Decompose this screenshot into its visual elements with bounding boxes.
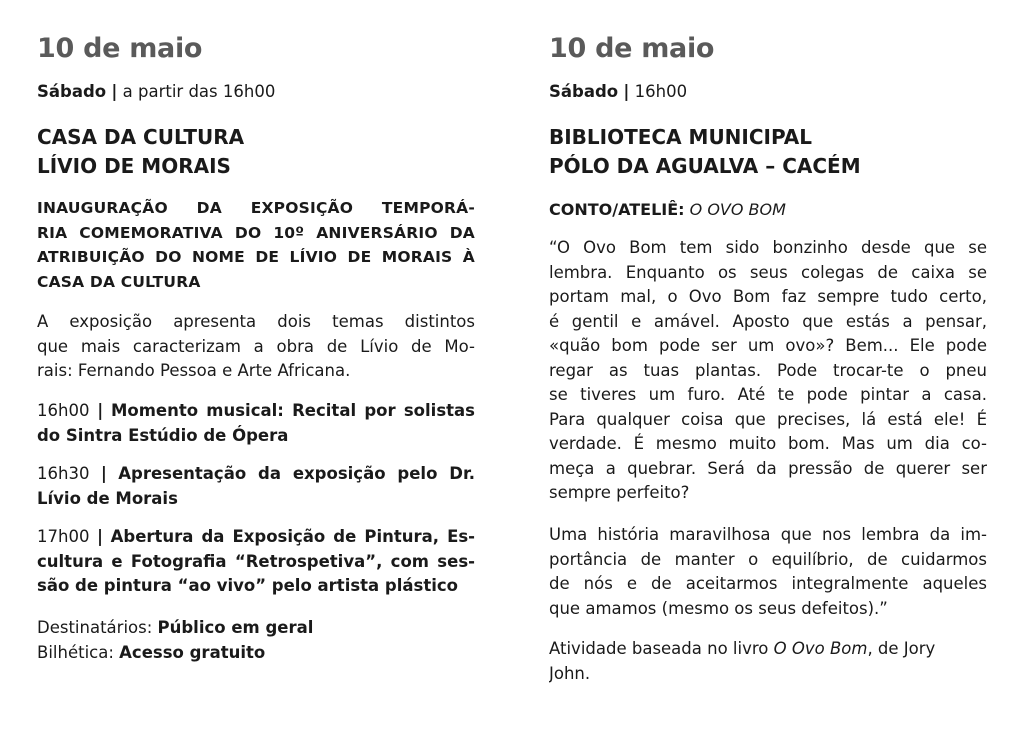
description-line: que mais caracterizam a obra de Lívio de Mo- xyxy=(37,336,475,356)
quote-line: “O Ovo Bom tem sido bonzinho desde que se xyxy=(549,238,987,257)
separator: | xyxy=(111,82,118,101)
quote-line: sempre perfeito? xyxy=(549,483,690,502)
quote-line: Para qualquer coisa que precises, lá está ele! É xyxy=(549,409,987,429)
activity-label: CONTO/ATELIÊ: xyxy=(549,200,685,219)
exhibition-description xyxy=(37,310,475,384)
summary-line: portância de manter o equilíbrio, de cuidarmos xyxy=(549,549,987,569)
venue-line: PÓLO DA AGUALVA – CACÉM xyxy=(549,154,861,178)
schedule-item xyxy=(37,399,475,448)
schedule-time: 16h00 xyxy=(37,401,90,420)
credit-suffix: , de Jory xyxy=(867,639,936,658)
venue-line: LÍVIO DE MORAIS xyxy=(37,154,231,178)
separator: | xyxy=(100,464,107,483)
event-day: Sábado xyxy=(549,82,619,101)
event-headline xyxy=(37,196,475,294)
ticket-value: Acesso gratuito xyxy=(119,642,266,662)
audience-value: Público em geral xyxy=(157,618,314,637)
event-date: 10 de maio xyxy=(37,33,203,64)
event-time: a partir das 16h00 xyxy=(122,82,276,101)
ticket-row xyxy=(37,641,475,666)
headline-line: CASA DA CULTURA xyxy=(37,272,201,291)
quote-line: regar as tuas plantas. Pode trocar-te o pneu xyxy=(549,360,987,380)
venue-name xyxy=(549,123,861,181)
description-line: A exposição apresenta dois temas distintos xyxy=(37,312,475,331)
venue-line: BIBLIOTECA MUNICIPAL xyxy=(549,125,813,149)
headline-line: INAUGURAÇÃO DA EXPOSIÇÃO TEMPORÁ- xyxy=(37,199,475,217)
quote-line: portam mal, o Ovo Bom faz sempre tudo certo, xyxy=(549,287,987,306)
quote-line: lembra. Enquanto os seus colegas de caixa se xyxy=(549,262,987,282)
credit-author: John. xyxy=(549,663,591,683)
schedule-text: Apresentação da exposição pelo Dr. xyxy=(118,464,475,483)
quote-line: se tiveres um furo. Até te pode pintar a casa. xyxy=(549,385,987,404)
headline-line: ATRIBUIÇÃO DO NOME DE LÍVIO DE MORAIS À xyxy=(37,248,475,266)
description-line: rais: Fernando Pessoa e Arte Africana. xyxy=(37,361,351,380)
schedule-text: cultura e Fotografia “Retrospetiva”, com ses- xyxy=(37,551,475,571)
headline-line: RIA COMEMORATIVA DO 10º ANIVERSÁRIO DA xyxy=(37,223,475,242)
credit-prefix: Atividade baseada no livro xyxy=(549,639,769,658)
summary-line: que amamos (mesmo os seus defeitos).” xyxy=(549,598,888,618)
venue-name xyxy=(37,123,244,181)
event-info xyxy=(37,616,475,665)
event-date: 10 de maio xyxy=(549,33,715,64)
schedule-text: Momento musical: Recital por solistas xyxy=(110,401,475,420)
quote-line: «quão bom pode ser um ovo»? Bem... Ele pode xyxy=(549,336,987,355)
book-credit xyxy=(549,637,987,686)
schedule-time: 16h30 xyxy=(37,464,90,483)
schedule-text: Abertura da Exposição de Pintura, Es- xyxy=(110,527,475,546)
schedule-item xyxy=(37,525,475,599)
event-time: 16h00 xyxy=(634,82,688,101)
story-summary xyxy=(549,523,987,621)
ticket-label: Bilhética: xyxy=(37,642,114,662)
venue-line: CASA DA CULTURA xyxy=(37,125,245,149)
book-title: O Ovo Bom xyxy=(773,639,868,658)
summary-line: de nós e de aceitarmos integralmente aqueles xyxy=(549,574,987,593)
summary-line: Uma história maravilhosa que nos lembra da im- xyxy=(549,525,987,544)
audience-row xyxy=(37,616,475,641)
activity-title xyxy=(549,200,786,219)
story-quote xyxy=(549,236,987,506)
audience-label: Destinatários: xyxy=(37,618,153,637)
event-day-time xyxy=(549,82,687,101)
schedule-text: são de pintura “ao vivo” pelo artista plástico xyxy=(37,576,459,595)
activity-name: O OVO BOM xyxy=(689,200,786,219)
separator: | xyxy=(97,401,104,420)
quote-line: é gentil e amável. Aposto que estás a pensar, xyxy=(549,311,987,331)
separator: | xyxy=(623,82,630,101)
event-day: Sábado xyxy=(37,82,107,101)
schedule-text: do Sintra Estúdio de Ópera xyxy=(37,425,289,445)
separator: | xyxy=(97,527,104,546)
schedule-item xyxy=(37,462,475,511)
quote-line: meça a quebrar. Será da pressão de querer ser xyxy=(549,458,987,478)
event-day-time xyxy=(37,82,275,101)
schedule-time: 17h00 xyxy=(37,527,90,546)
schedule-text: Lívio de Morais xyxy=(37,488,178,508)
quote-line: verdade. É mesmo muito bom. Mas um dia co- xyxy=(549,434,987,453)
